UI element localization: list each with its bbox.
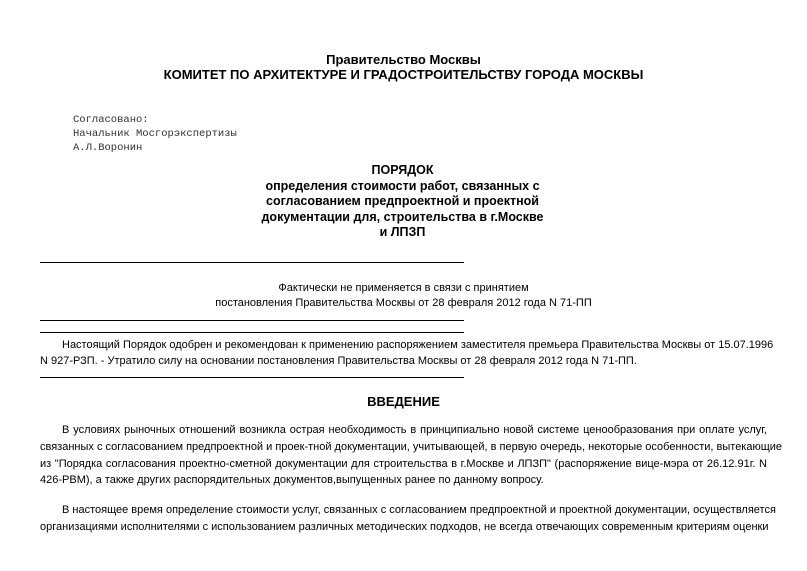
government-header: Правительство Москвы <box>326 52 481 67</box>
paragraph-line: из "Порядка согласования проектно-сметной документации для строительства в г.Москве и ЛПЗП" (распоряжение вице-мэра от 26.12.91г. N <box>40 457 767 470</box>
title-line: и ЛПЗП <box>379 225 426 239</box>
approval-position: Начальник Мосгорэкспертизы <box>73 128 237 140</box>
paragraph-line: 426-РВМ), а также других распорядительных документов,выпущенных ранее по данному вопросу. <box>40 474 544 487</box>
paragraph <box>40 422 783 489</box>
title-line: определения стоимости работ, связанных с <box>265 178 540 193</box>
divider <box>40 332 464 333</box>
committee-header: КОМИТЕТ ПО АРХИТЕКТУРЕ И ГРАДОСТРОИТЕЛЬСТВУ ГОРОДА МОСКВЫ <box>163 67 644 82</box>
divider <box>40 320 464 321</box>
approval-block <box>73 113 237 155</box>
notice-line: Фактически не применяется в связи с принятием <box>278 282 529 294</box>
approval-name: А.Л.Воронин <box>73 142 143 154</box>
section-heading: ВВЕДЕНИЕ <box>367 394 440 409</box>
title-line: документации для, строительства в г.Москве <box>261 209 544 224</box>
paragraph-line: В настоящее время определение стоимости услуг, связанных с согласованием предпроектной и проектной документации, осуществляется <box>62 504 776 516</box>
approval-note <box>40 337 774 369</box>
title-line: ПОРЯДОК <box>371 163 434 177</box>
divider <box>40 377 464 378</box>
title-line: согласованием предпроектной и проектной <box>266 194 539 208</box>
paragraph-line: организациями исполнителями с использованием различных методических подходов, не всегда отвечающих современным критериям оценки <box>40 520 769 533</box>
status-notice <box>40 281 767 311</box>
notice-line: постановления Правительства Москвы от 28 февраля 2012 года N 71-ПП <box>215 297 592 309</box>
paragraph <box>40 502 776 536</box>
paragraph-line: В условиях рыночных отношений возникла острая необходимость в принципиально новой системе ценообразования при оплате услуг, <box>62 424 767 436</box>
paragraph-line: связанных с согласованием предпроектной и проек-тной документации, учитывающей, в первую очередь, некоторые особенности, вытекающие <box>40 440 783 453</box>
approval-note-line: N 927-РЗП. - Утратило силу на основании постановления Правительства Москвы от 28 февраля 2012 года N 71-ПП. <box>40 355 637 367</box>
document-title <box>200 163 605 241</box>
approval-note-line: Настоящий Порядок одобрен и рекомендован к применению распоряжением заместителя премьера Правительства Москвы от 15.07.1996 <box>62 339 774 351</box>
divider <box>40 262 464 263</box>
approval-label: Согласовано: <box>73 114 149 126</box>
